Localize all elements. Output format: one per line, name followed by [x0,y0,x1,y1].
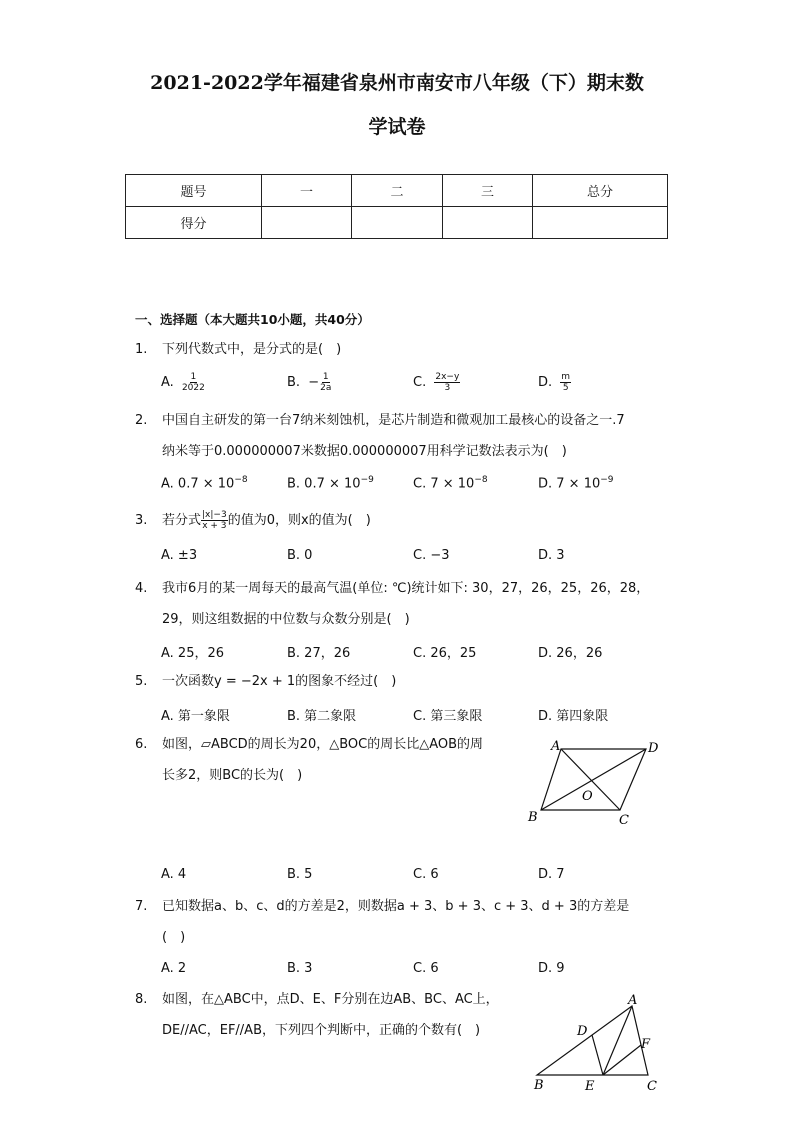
score-header-cell: 总分 [533,175,668,207]
text-pre: 若分式 [162,513,202,528]
q2-option-d[interactable] [538,475,614,491]
page-title-line2: 学试卷 [368,116,426,138]
score-cell[interactable] [443,207,533,239]
question-text: 一次函数y = −2x + 1的图象不经过( ) [162,674,397,689]
q6-option-a[interactable]: A. 4 [161,867,187,882]
question-text-line2: 纳米等于0.000000007米数据0.000000007用科学记数法表示为( ) [162,444,567,459]
q6-option-b[interactable]: B. 5 [287,867,313,882]
q4-option-b[interactable]: B. 27，26 [287,646,351,661]
score-table-row [126,207,668,239]
question-number: 6. [135,737,148,752]
question-number: 5. [135,674,148,689]
label-a: A [551,739,561,754]
q4-option-a[interactable]: A. 25，26 [161,646,225,661]
q2-option-b[interactable] [287,475,374,491]
label-b: B [528,810,538,825]
q3-option-b[interactable]: B. 0 [287,548,313,563]
segment-de [592,1035,603,1075]
exponent: −8 [234,475,248,485]
q5-option-b[interactable]: B. 第二象限 [287,709,357,724]
option-text: A. 0.7 × 10 [161,476,235,492]
fraction [201,510,228,531]
score-table [125,174,668,239]
q7-option-c[interactable]: C. 6 [413,961,439,976]
section-heading: 一、选择题（本大题共10小题，共40分） [135,312,370,327]
question-text-line2: 长多2，则BC的长为( ) [162,768,303,783]
label-d: D [648,741,659,756]
label-e: E [585,1079,595,1094]
question-text-line1: 中国自主研发的第一台7纳米刻蚀机，是芯片制造和微观加工最核心的设备之一.7 [162,413,625,428]
page-title-line1: 2021-2022学年福建省泉州市南安市八年级（下）期末数 [150,72,644,94]
score-header-cell: 题号 [126,175,262,207]
denominator: 2022 [181,383,205,393]
parallelogram-figure [520,734,670,830]
q6-option-d[interactable]: D. 7 [538,867,565,882]
q1-option-b[interactable] [287,372,331,393]
q1-option-c[interactable] [413,372,460,393]
q4-option-c[interactable]: C. 26，25 [413,646,477,661]
question-text-line2: ( ) [162,930,186,945]
question-text-line1: 我市6月的某一周每天的最高气温(单位: ℃)统计如下: 30，27，26，25，26，28， [162,581,650,596]
question-number: 4. [135,581,148,596]
denominator: 3 [444,383,451,393]
question-text-line1: 已知数据a、b、c、d的方差是2，则数据a + 3、b + 3、c + 3、d + 3的方差是 [162,899,630,914]
fraction [560,372,571,393]
label-c: C [647,1079,657,1094]
score-table-header-row [126,175,668,207]
option-label: C. [413,375,427,390]
fraction [182,372,205,393]
triangle-abc [537,1006,648,1075]
question-number: 7. [135,899,148,914]
numerator: m [561,372,571,382]
option-text: B. 0.7 × 10 [287,476,361,492]
question-number: 1. [135,342,148,357]
q6-option-c[interactable]: C. 6 [413,867,439,882]
exponent: −9 [600,475,614,485]
fraction [320,372,331,393]
parallelogram-lines [541,749,646,810]
q5-option-c[interactable]: C. 第三象限 [413,709,483,724]
numerator: |x|−3 [202,510,227,520]
triangle-lines [537,1006,648,1075]
fraction [434,372,460,393]
numerator: 1 [190,372,197,382]
score-header-cell: 三 [443,175,533,207]
score-cell[interactable] [533,207,668,239]
question-text-line2: DE//AC，EF//AB，下列四个判断中，正确的个数有( ) [162,1023,481,1038]
q2-option-a[interactable] [161,475,248,491]
question-text: 下列代数式中，是分式的是( ) [162,342,342,357]
label-c: C [619,813,629,828]
numerator: 2x−y [435,372,460,382]
question-text-line2: 29，则这组数据的中位数与众数分别是( ) [162,612,410,627]
question-number: 8. [135,992,148,1007]
q7-option-d[interactable]: D. 9 [538,961,565,976]
score-cell[interactable] [262,207,352,239]
option-text: C. 7 × 10 [413,476,475,492]
q1-option-a[interactable] [161,372,205,393]
denominator: 5 [562,383,569,393]
option-label: B. [287,375,301,390]
q3-option-d[interactable]: D. 3 [538,548,565,563]
q4-option-d[interactable]: D. 26，26 [538,646,603,661]
exponent: −9 [360,475,374,485]
q3-option-c[interactable]: C. −3 [413,548,450,563]
label-o: O [582,789,593,804]
q3-option-a[interactable]: A. ±3 [161,548,198,563]
option-text: D. 7 × 10 [538,476,601,492]
score-header-cell: 二 [352,175,443,207]
diagonal-bd [541,749,646,810]
score-header-cell: 一 [262,175,352,207]
option-label: A. [161,375,174,390]
question-number: 3. [135,513,148,528]
minus-sign: − [308,375,320,390]
score-row-label: 得分 [126,207,262,239]
denominator: 2a [320,383,332,393]
label-b: B [534,1078,544,1093]
score-cell[interactable] [352,207,443,239]
text-post: 的值为0，则x的值为( ) [227,513,371,528]
numerator: 1 [322,372,329,382]
q7-option-a[interactable]: A. 2 [161,961,187,976]
question-text [162,505,371,536]
triangle-figure [525,988,670,1096]
q2-option-c[interactable] [413,475,488,491]
question-number: 2. [135,413,148,428]
denominator: x + 3 [202,521,227,531]
label-a: A [628,993,638,1008]
q7-option-b[interactable]: B. 3 [287,961,313,976]
question-text-line1: 如图，▱ABCD的周长为20，△BOC的周长比△AOB的周 [162,737,484,752]
label-d: D [577,1024,588,1039]
q5-option-a[interactable]: A. 第一象限 [161,709,230,724]
q5-option-d[interactable]: D. 第四象限 [538,709,609,724]
option-label: D. [538,375,553,390]
exponent: −8 [474,475,488,485]
label-f: F [641,1037,651,1052]
q1-option-d[interactable] [538,372,571,393]
question-text-line1: 如图，在△ABC中，点D、E、F分别在边AB、BC、AC上， [162,992,499,1007]
